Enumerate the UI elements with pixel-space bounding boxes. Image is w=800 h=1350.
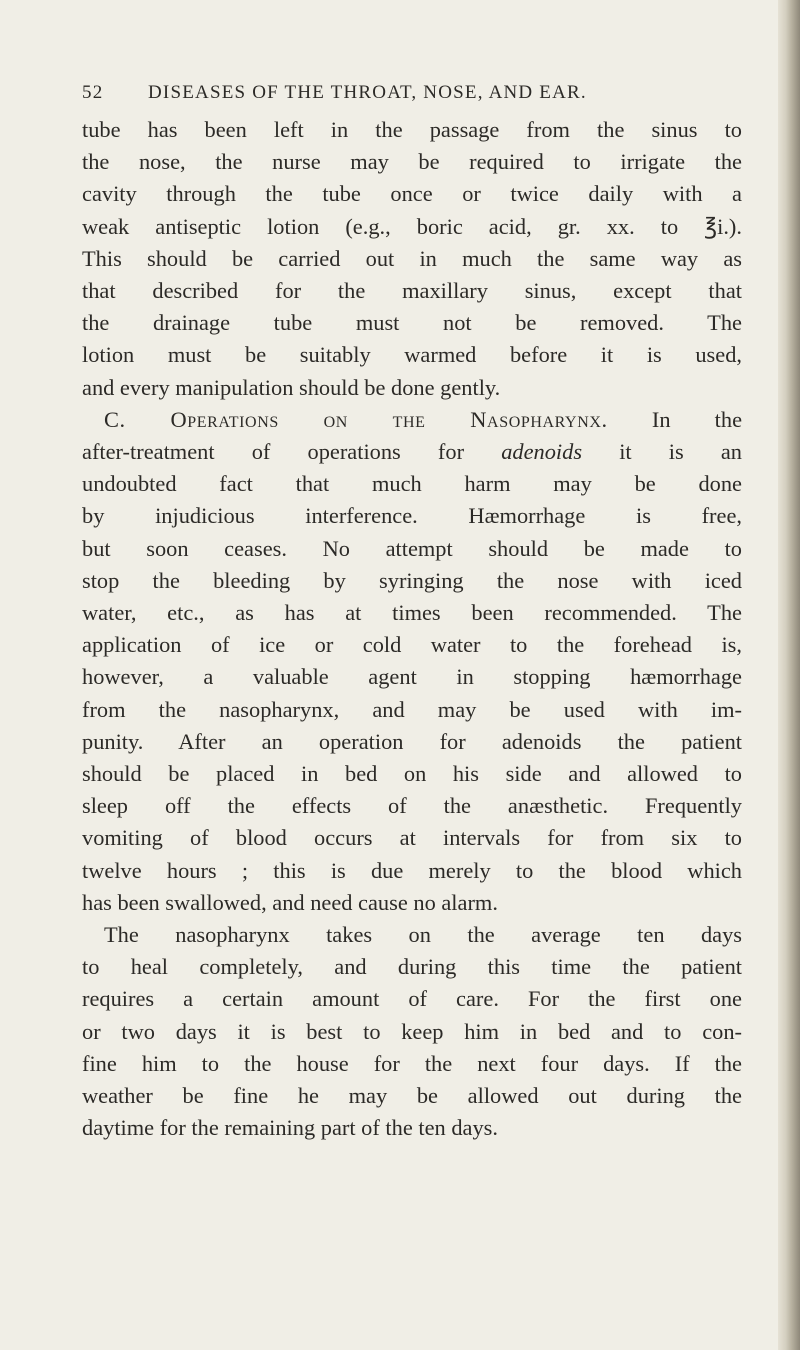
text-line: however, a valuable agent in stopping hæmorrhage xyxy=(82,664,742,690)
text-line: This should be carried out in much the same way as xyxy=(82,245,742,271)
page-header xyxy=(82,82,682,112)
text-line: or two days it is best to keep him in bed and to con- xyxy=(82,1018,742,1044)
text-line xyxy=(82,436,742,468)
text-fragment: after-treatment of operations for xyxy=(82,439,502,465)
text-line: stop the bleeding by syringing the nose with iced xyxy=(82,567,742,593)
text-line: cavity through the tube once or twice daily with a xyxy=(82,181,742,207)
text-line: the drainage tube must not be removed. The xyxy=(82,310,742,336)
text-line: weather be fine he may be allowed out during the xyxy=(82,1083,742,1109)
text-line: lotion must be suitably warmed before it is used, xyxy=(82,342,742,368)
section-heading-line xyxy=(82,404,742,436)
body-text xyxy=(82,114,742,1145)
heading-line-rest: In the xyxy=(607,406,743,432)
text-line: has been swallowed, and need cause no alarm. xyxy=(82,889,498,915)
text-line: but soon ceases. No attempt should be made to xyxy=(82,535,742,561)
page-edge-shadow xyxy=(778,0,800,1350)
text-line: fine him to the house for the next four days. If the xyxy=(82,1050,742,1076)
text-line: requires a certain amount of care. For the first one xyxy=(82,986,742,1012)
text-line: daytime for the remaining part of the ten days. xyxy=(82,1115,498,1141)
text-line: from the nasopharynx, and may be used with im- xyxy=(82,696,742,722)
section-heading: C. Operations on the Nasopharynx. xyxy=(104,406,608,432)
text-line: and every manipulation should be done gently. xyxy=(82,374,501,400)
text-line: punity. After an operation for adenoids the patient xyxy=(82,728,742,754)
text-line: undoubted fact that much harm may be done xyxy=(82,471,742,497)
text-line: the nose, the nurse may be required to irrigate the xyxy=(82,149,742,175)
page-number: 52 xyxy=(82,82,104,103)
text-line: should be placed in bed on his side and allowed to xyxy=(82,761,742,787)
text-line: sleep off the effects of the anæsthetic. Frequently xyxy=(82,793,742,819)
text-line: application of ice or cold water to the forehead is, xyxy=(82,632,742,658)
text-line: weak antiseptic lotion (e.g., boric acid, gr. xx. to ℥i.). xyxy=(82,213,742,239)
running-title: DISEASES OF THE THROAT, NOSE, AND EAR. xyxy=(148,82,587,103)
text-line: The nasopharynx takes on the average ten days xyxy=(104,922,742,948)
italic-term: adenoids xyxy=(501,439,583,465)
text-line: twelve hours ; this is due merely to the blood which xyxy=(82,857,742,883)
text-line: vomiting of blood occurs at intervals for from six to xyxy=(82,825,742,851)
text-line: tube has been left in the passage from the sinus to xyxy=(82,117,742,142)
text-line: that described for the maxillary sinus, except that xyxy=(82,278,742,304)
text-line: by injudicious interference. Hæmorrhage is free, xyxy=(82,503,742,529)
text-line: water, etc., as has at times been recommended. The xyxy=(82,600,742,626)
text-line: to heal completely, and during this time the patient xyxy=(82,954,742,980)
text-fragment: it is an xyxy=(582,439,742,465)
